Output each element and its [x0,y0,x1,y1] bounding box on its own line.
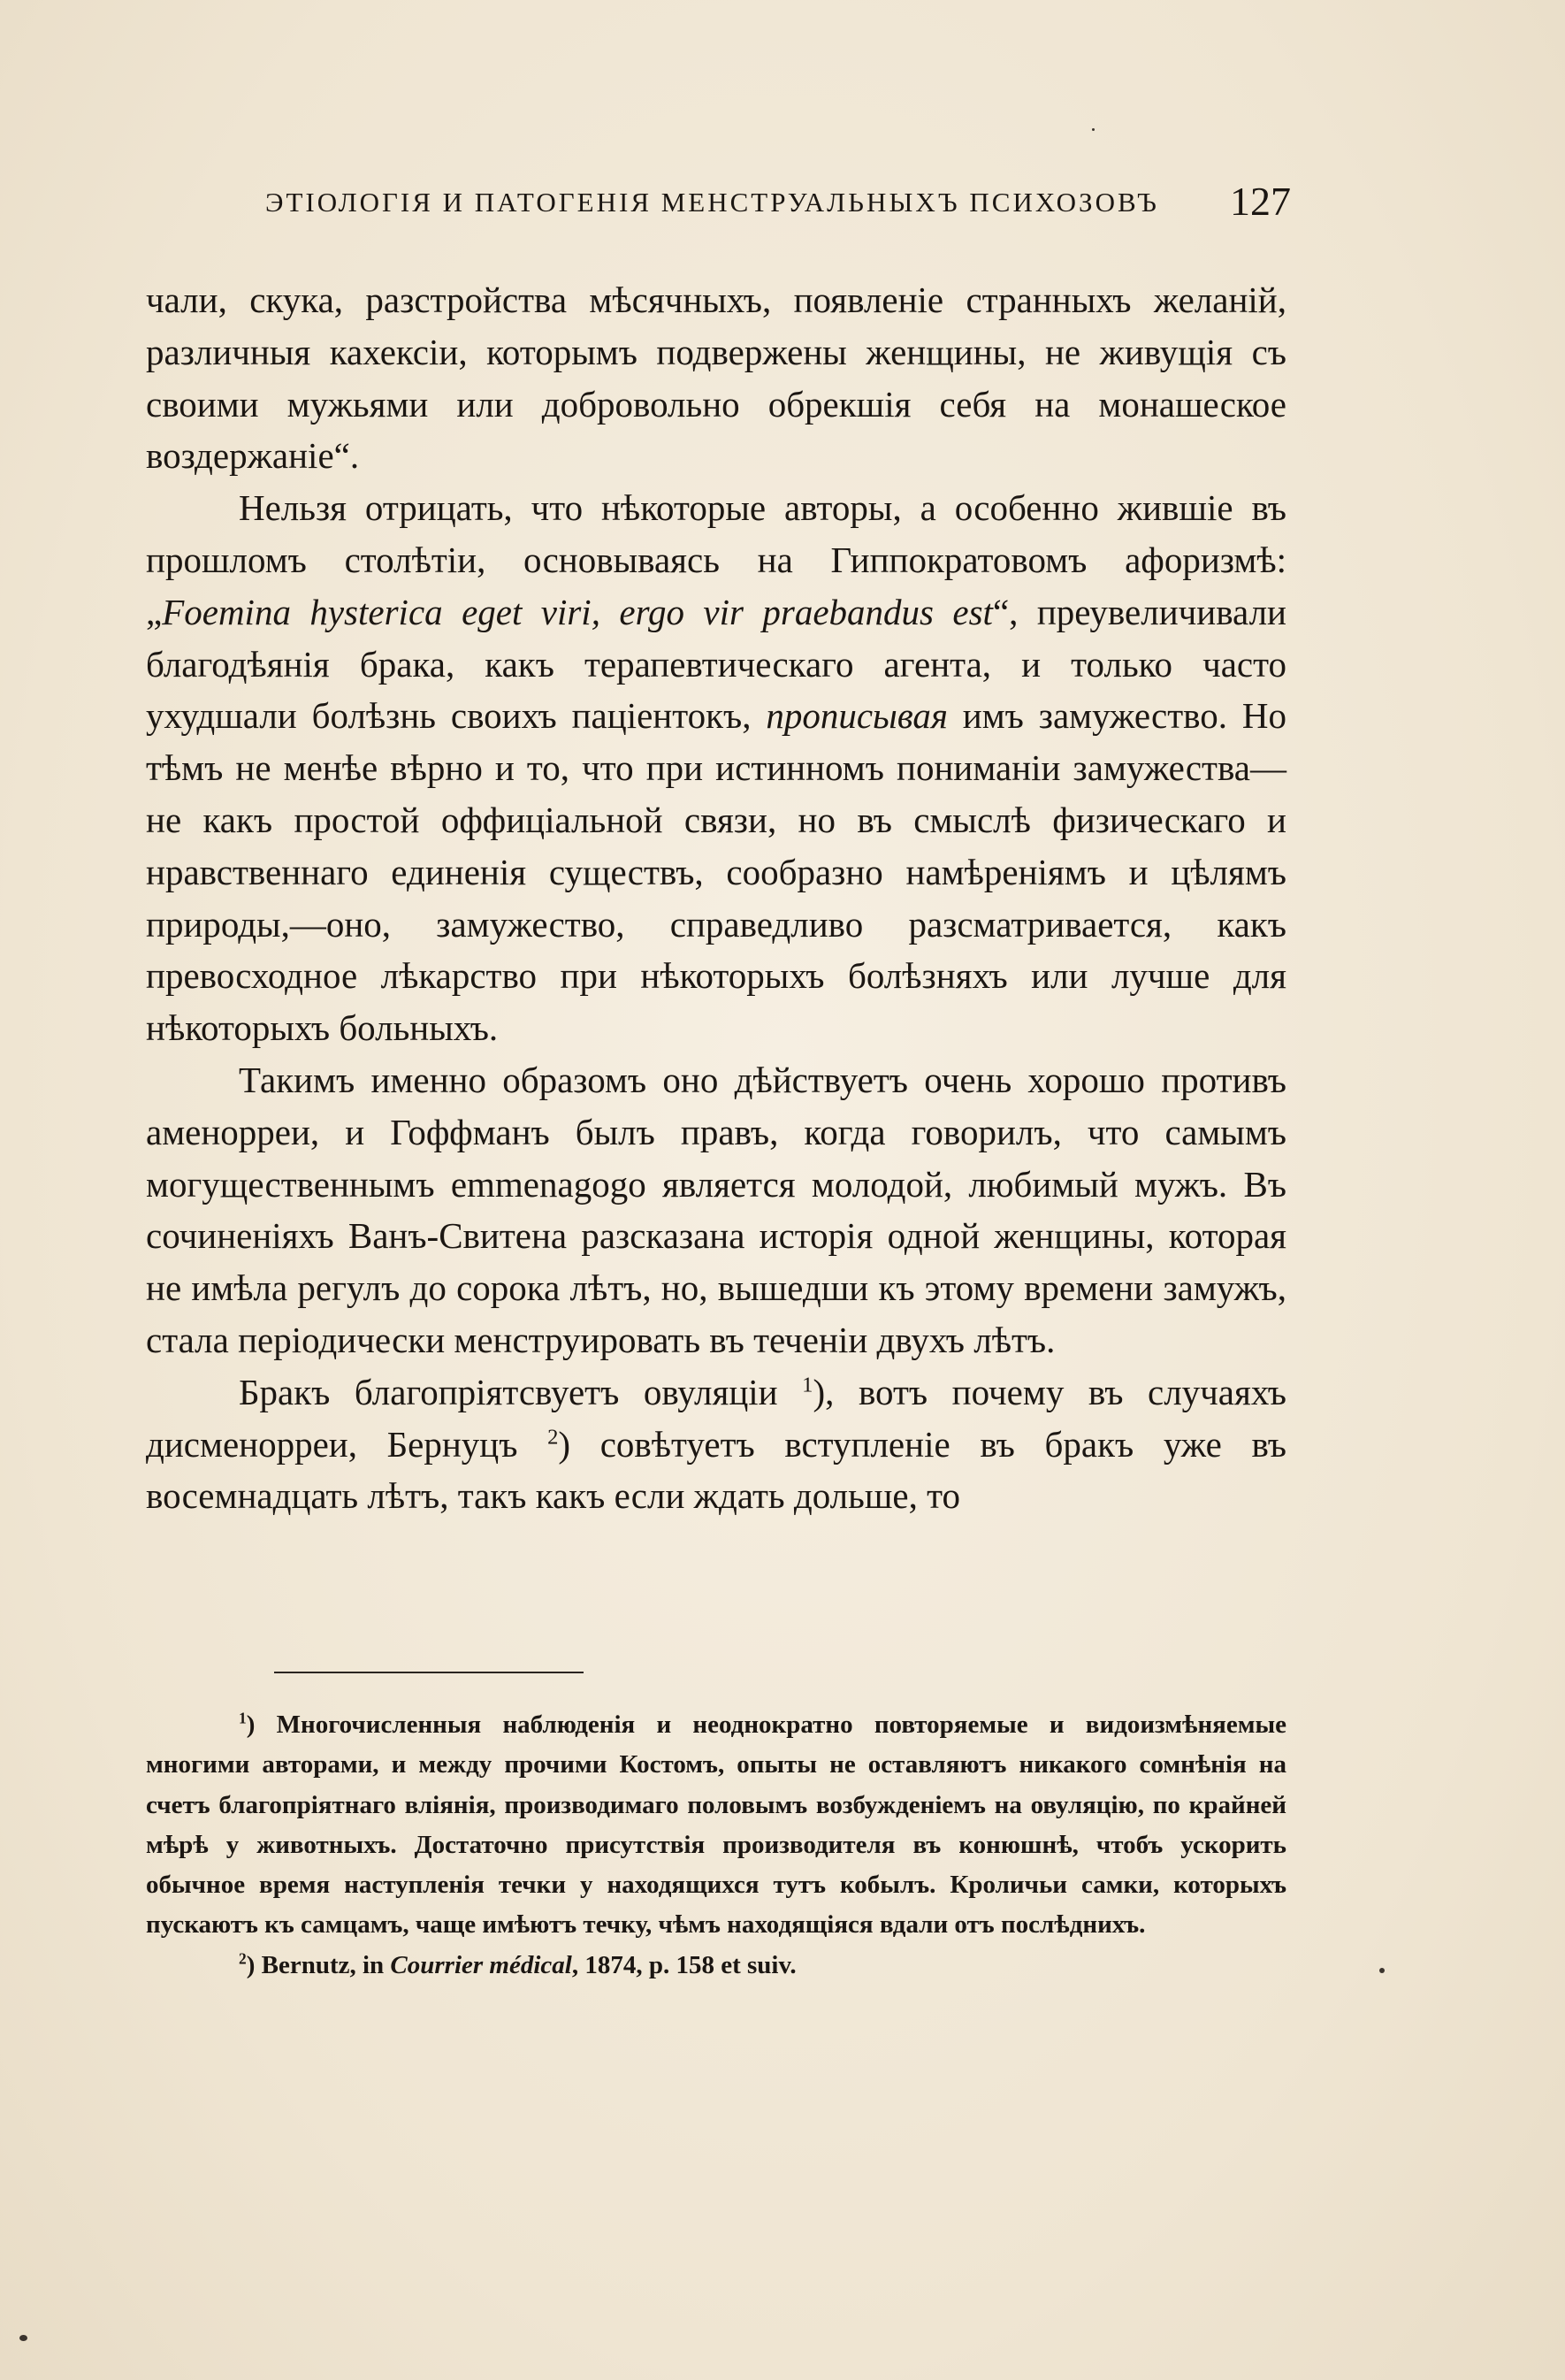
paragraph-4 [146,1366,1286,1522]
latin-quote: Foemina hysterica eget viri, ergo vir praebandus est [162,591,993,632]
paragraph-4-text-c: ) совѣтуетъ вступленіе въ бракъ уже въ восемнадцать лѣтъ, такъ какъ если ждать дольше, то [146,1423,1286,1517]
footnote-1-text: ) Многочисленныя наблюденія и неоднократно повторяемые и видоизмѣняемые многими авторами, и между прочими Костомъ, опыты не оставляютъ никакого сомнѣнія на счетъ благопріятнаго вліянія, производимаго половымъ возбужденіемъ на овуляцію, по крайней мѣрѣ у животныхъ. Достаточно присутствія производителя въ конюшнѣ, чтобъ ускорить обычное время наступленія течки у находящихся тутъ кобылъ. Кроличьи самки, которыхъ пускаютъ къ самцамъ, чаще имѣютъ течку, чѣмъ находящіяся вдали отъ послѣднихъ. [146,1710,1286,1940]
paragraph-2 [146,482,1286,1054]
paragraph-2-text-a: Нельзя отрицать, что нѣкоторые авторы, а особенно жившіе въ прошломъ столѣтіи, основываясь на Гиппократовомъ афоризмѣ: „ [146,487,1286,632]
italic-word: прописывая [766,695,948,737]
paragraph-1 [146,274,1286,482]
footnote-2-text-a: ) Bernutz, in [246,1950,391,1979]
print-speck [1092,128,1095,131]
footnotes [146,1705,1286,1986]
footnote-2 [146,1946,1286,1986]
footnote-separator [274,1672,584,1673]
footnote-ref-2: 2 [547,1424,559,1449]
paragraph-2-text-b: “, преувеличивали благодѣянія брака, какъ терапевтическаго агента, и только часто ухудшали болѣзнь своихъ паціентокъ, [146,591,1286,737]
footnote-1-mark: 1 [239,1709,247,1727]
paragraph-1-text: чали, скука, разстройства мѣсячныхъ, появленіе странныхъ желаній, различныя кахексіи, которымъ подвержены женщины, не живущія съ своими мужьями или добровольно обрекшія себя на монашеское воздержаніе“. [146,279,1286,477]
print-speck [1379,1968,1385,1973]
main-text [146,274,1286,1522]
footnote-ref-1: 1 [802,1373,813,1397]
print-speck [19,2335,27,2341]
footnote-1 [146,1705,1286,1946]
running-title: ЭТІОЛОГІЯ И ПАТОГЕНІЯ МЕНСТРУАЛЬНЫХЪ ПСИХОЗОВЪ [265,187,1159,218]
page-number: 127 [1230,179,1291,224]
footnote-2-mark: 2 [239,1949,247,1968]
paragraph-3 [146,1054,1286,1366]
footnote-2-journal: Courrier médical [390,1950,572,1979]
footnote-2-text-b: , 1874, p. 158 et suiv. [571,1950,797,1979]
paragraph-2-text-c: имъ замужество. Но тѣмъ не менѣе вѣрно и то, что при истинномъ пониманіи замужества—не какъ простой оффиціальной связи, но въ смыслѣ физическаго и нравственнаго единенія существъ, сообразно намѣреніямъ и цѣлямъ природы,—оно, замужество, справедливо разсматривается, какъ превосходное лѣкарство при нѣкоторыхъ болѣзняхъ или лучше для нѣкоторыхъ больныхъ. [146,695,1286,1049]
paragraph-3-text: Такимъ именно образомъ оно дѣйствуетъ очень хорошо противъ аменорреи, и Гоффманъ былъ правъ, когда говорилъ, что самымъ могущественнымъ emmenagogo является молодой, любимый мужъ. Въ сочиненіяхъ Ванъ-Свитена разсказана исторія одной женщины, которая не имѣла регулъ до сорока лѣтъ, но, вышедши къ этому времени замужъ, стала періодически менструировать въ теченіи двухъ лѣтъ. [146,1059,1286,1360]
paragraph-4-text-a: Бракъ благопріятсвуетъ овуляціи [239,1371,803,1412]
page-header [265,181,1291,224]
paragraph-4-text-b: ), вотъ почему въ случаяхъ дисменорреи, Бернуцъ [146,1371,1286,1465]
